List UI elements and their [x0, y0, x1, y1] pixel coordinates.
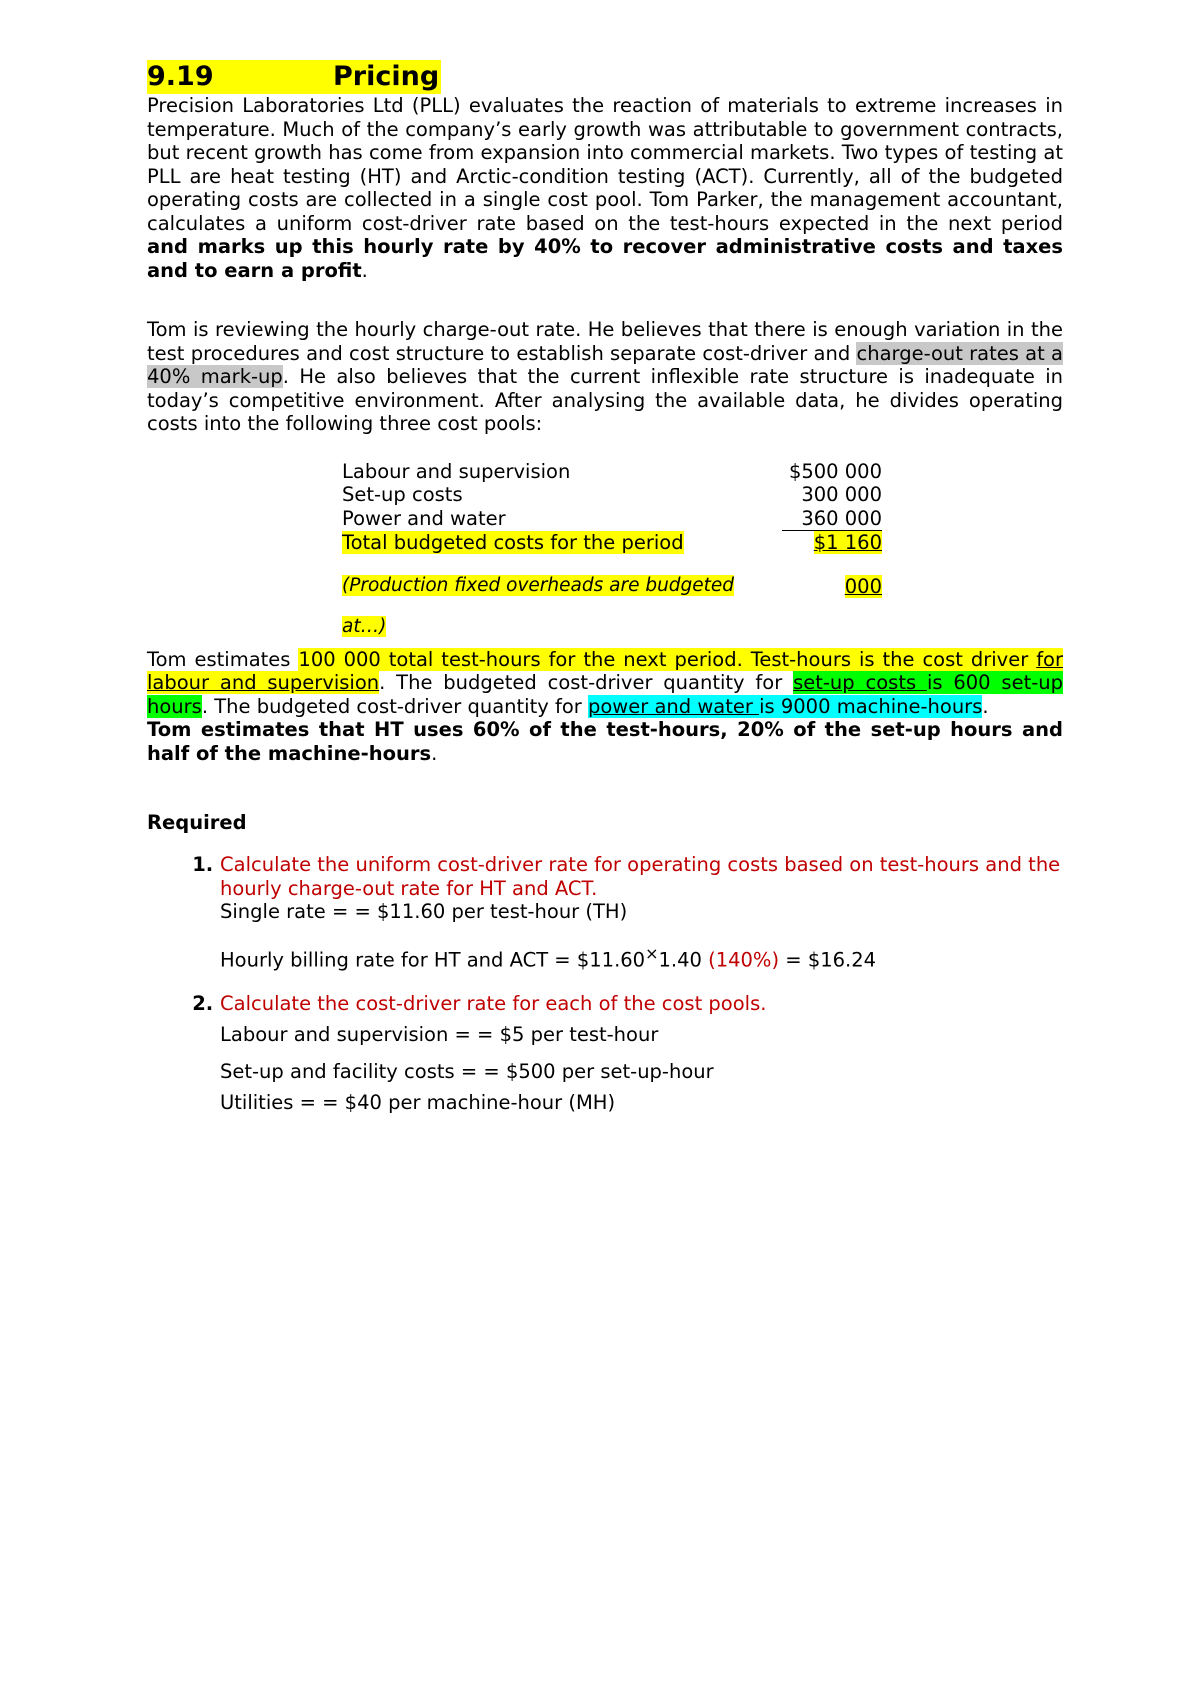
cost-amount: 300 000 [801, 483, 882, 506]
cost-label: Set-up costs [342, 483, 463, 506]
est-green-underline: set-up costs [793, 671, 927, 694]
cost-row [342, 460, 882, 484]
cost-amount: $500 000 [788, 459, 882, 483]
total-amount-line1: $1 160 [813, 531, 882, 554]
review-text-a: Tom is reviewing the hourly charge-out rate. He believes that there is enough variation in the test procedures and cost structure to establish separate cost-driver and [147, 318, 1063, 365]
intro-paragraph [147, 94, 1063, 282]
document-body [147, 60, 1063, 1115]
est-yellow-underline: for labour and supervision [147, 647, 1063, 694]
intro-text: Precision Laboratories Ltd (PLL) evaluates the reaction of materials to extreme increases in temperature. Much of the company’s early growth was attributable to government contracts, but recent growth has come from expansion into commercial markets. Two types of testing at PLL are heat testing (HT) and Arctic-condition testing (ACT). Currently, all of the budgeted operating costs are collected in a single cost pool. Tom Parker, the management accountant, calculates a uniform cost-driver rate based on the test-hours expected in the next period [147, 94, 1063, 235]
section-heading [147, 60, 1063, 94]
cost-pools-table [342, 460, 882, 639]
total-label-cell [342, 531, 782, 555]
cost-label: Power and water [342, 506, 506, 530]
overheads-note-cell [342, 555, 782, 599]
billing-rate-percent: (140%) [708, 948, 780, 971]
section-number: 9.19 [147, 61, 214, 92]
est-cyan-underline: power and water [587, 694, 760, 718]
est-yellow-highlight: 100 000 total test-hours for the next period. Test-hours is the cost driver [298, 647, 1037, 671]
total-label: Total budgeted costs for the period [342, 530, 684, 554]
billing-rate-text: Hourly billing rate for HT and ACT = $11.60 [220, 948, 646, 971]
total-amount-cell [782, 531, 882, 555]
required-heading: Required [147, 811, 247, 834]
cost-amount: 360 000 [801, 506, 882, 530]
required-item-2 [220, 992, 1063, 1115]
est-text: Tom estimates [147, 647, 299, 671]
total-row-continued [342, 555, 882, 599]
estimates-paragraph [147, 648, 1063, 766]
overheads-note-line2: at…) [342, 616, 387, 637]
est-bold-text: Tom estimates that HT uses 60% of the test-hours, 20% of the set-up hours and half of the machine-hours [147, 718, 1063, 765]
answer-2-utilities: Utilities = = $40 per machine-hour (MH) [220, 1091, 616, 1114]
overheads-note-line1: (Production fixed overheads are budgeted [342, 574, 735, 596]
review-gray-highlight: charge-out rates at a 40% mark-up [147, 341, 1063, 388]
review-text-b: . He also believes that the current inflexible rate structure is inadequate in today’s competitive environment. After analysing the available data, he divides operating costs into the following three cost pools: [147, 365, 1063, 435]
answer-1-billing-rate [220, 942, 1063, 972]
est-text: . The budgeted cost-driver quantity for [201, 694, 588, 718]
billing-rate-multiplier: 1.40 [658, 948, 709, 971]
question-2: 2. Calculate the cost-driver rate for each of the cost pools. [220, 991, 767, 1015]
total-row [342, 531, 882, 555]
empty-cell [782, 598, 882, 639]
est-cyan-highlight: is 9000 machine-hours [759, 694, 983, 718]
question-1: 1. Calculate the uniform cost-driver rate for operating costs based on test-hours and the hourly charge-out rate for HT and ACT. [220, 853, 1061, 900]
intro-end: . [361, 258, 368, 282]
answer-2-setup: Set-up and facility costs = = $500 per set-up-hour [220, 1059, 714, 1083]
est-text: . The budgeted cost-driver quantity for [379, 671, 794, 694]
total-amount-line2: 000 [844, 574, 882, 598]
answer-2-labour: Labour and supervision = = $5 per test-hour [220, 1023, 659, 1046]
cost-row [342, 507, 882, 531]
review-paragraph [147, 318, 1063, 436]
required-list [147, 853, 1063, 1115]
times-symbol: × [645, 943, 659, 963]
section-title: Pricing [333, 61, 440, 92]
cost-label: Labour and supervision [342, 459, 571, 483]
overheads-note-row [342, 598, 882, 639]
answer-1-single-rate: Single rate = = $11.60 per test-hour (TH) [220, 900, 628, 923]
heading-highlight [147, 60, 441, 94]
intro-bold-text: and marks up this hourly rate by 40% to recover administrative costs and taxes and to earn a profit [147, 235, 1063, 282]
est-end: . [431, 741, 438, 765]
est-green-highlight: is 600 set-up hours [147, 671, 1063, 718]
est-text: . [982, 694, 989, 718]
overheads-note-cell-2 [342, 598, 782, 639]
cost-row [342, 483, 882, 507]
required-item-1 [220, 853, 1063, 972]
billing-rate-result: = $16.24 [779, 948, 877, 971]
total-amount-cell-2 [782, 555, 882, 599]
